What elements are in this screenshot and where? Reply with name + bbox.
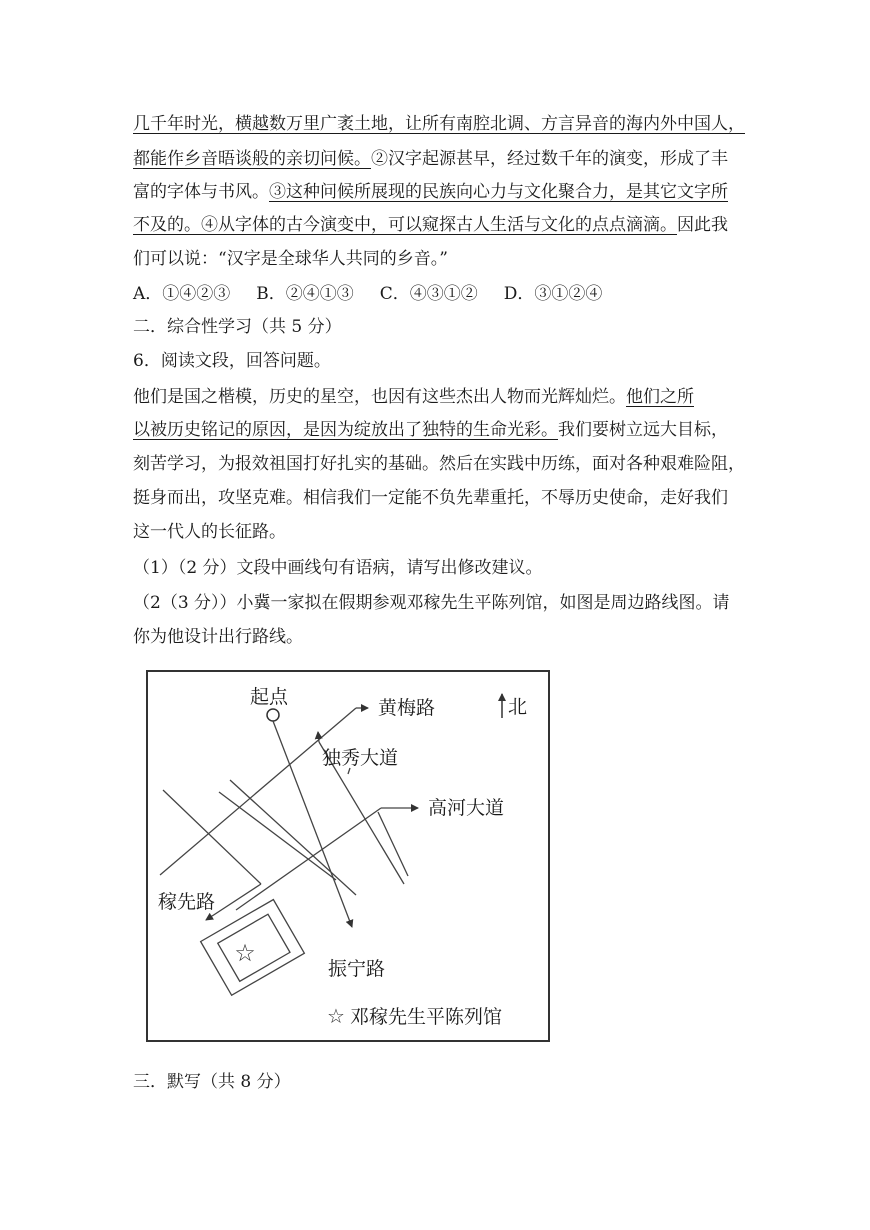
q6-sub-question-2-line-2: 你为他设计出行路线。 (133, 627, 303, 647)
text-run: 挺身而出，攻坚克难。相信我们一定能不负先辈重托，不辱历史使命，走好我们 (133, 488, 728, 508)
option-d: D．③①②④ (503, 284, 603, 304)
underlined-text: 以被历史铭记的原因，是因为绽放出了独特的生命光彩。 (133, 420, 558, 440)
legend-star-icon: ☆ (327, 1004, 345, 1028)
passage-line-4 (133, 214, 728, 236)
option-b: B．②④①③ (256, 284, 354, 304)
option-c: C．④③①② (379, 284, 478, 304)
passage-line-2 (133, 148, 728, 170)
q6-paragraph-line-1 (133, 386, 694, 408)
question-6-title: 6．阅读文段，回答问题。 (133, 351, 331, 371)
q6-paragraph-line-4 (133, 487, 728, 509)
underlined-text: ④从字体的古今演变中，可以窥探古人生活与文化的点点滴滴。 (201, 215, 677, 235)
text-run: 富的字体与书风。 (133, 182, 269, 202)
answer-options (133, 283, 628, 305)
q6-paragraph-line-3 (133, 453, 745, 475)
start-label: 起点 (250, 686, 289, 708)
passage-line-1 (133, 113, 745, 135)
section-2-heading: 二．综合性学习（共 5 分） (133, 317, 342, 337)
huangmei-road-label: 黄梅路 (378, 697, 436, 719)
route-map (146, 670, 550, 1042)
map-frame (147, 671, 549, 1041)
q6-paragraph-line-5 (133, 521, 286, 543)
text-run: 他们是国之楷模，历史的星空，也因有这些杰出人物而光辉灿烂。 (133, 387, 626, 407)
text-run: 刻苦学习，为报效祖国打好扎实的基础。然后在实践中历练，面对各种艰难险阻， (133, 454, 745, 474)
text-run: 我们要树立远大目标， (558, 420, 728, 440)
q6-sub-question-2-line-1: （2（3 分））小冀一家拟在假期参观邓稼先生平陈列馆，如图是周边路线图。请 (133, 593, 730, 613)
zhenning-road-label: 振宁路 (328, 958, 386, 980)
start-point-marker (267, 709, 279, 721)
underlined-text: 不及的。 (133, 215, 201, 235)
underlined-text: 几千年时光，横越数万里广袤土地，让所有南腔北调、方言异音的海内外中国人， (133, 114, 745, 134)
underlined-text: ③这种问候所展现的民族向心力与文化聚合力，是其它文字所 (269, 182, 728, 202)
underlined-text: 他们之所 (626, 387, 694, 407)
text-run: 们可以说：“汉字是全球华人共同的乡音。” (133, 249, 448, 269)
q6-paragraph-line-2 (133, 419, 728, 441)
underlined-text: 都能作乡音晤谈般的亲切问候。 (133, 149, 371, 169)
option-a: A．①④②③ (133, 284, 231, 304)
route-map-figure (146, 670, 550, 1042)
text-run: 这一代人的长征路。 (133, 522, 286, 542)
passage-line-3 (133, 181, 728, 203)
jiaxian-road-label: 稼先路 (158, 891, 216, 913)
north-label: 北 (508, 696, 528, 718)
duxiu-road-label: 独秀大道 (322, 747, 399, 769)
passage-line-5 (133, 248, 448, 270)
q6-sub-question-1: （1）（2 分）文段中画线句有语病，请写出修改建议。 (133, 558, 543, 578)
text-run: 因此我 (677, 215, 728, 235)
legend-label: 邓稼先生平陈列馆 (350, 1006, 503, 1028)
memorial-hall-star-icon: ☆ (234, 939, 256, 967)
text-run: ②汉字起源甚早，经过数千年的演变，形成了丰 (371, 149, 728, 169)
section-3-heading: 三．默写（共 8 分） (133, 1072, 291, 1092)
gaohe-road-label: 高河大道 (428, 797, 505, 819)
